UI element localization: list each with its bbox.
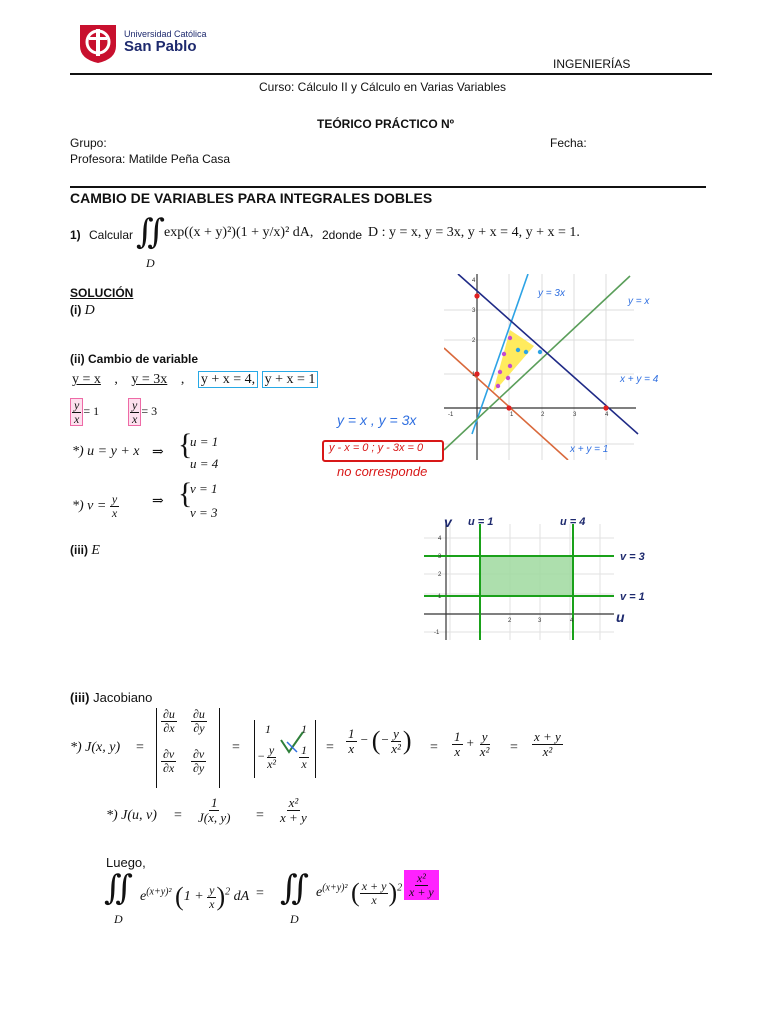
label-y-3x: y = 3x (538, 288, 565, 299)
g1-tick-x4: 4 (605, 412, 609, 418)
part-iii-var: E (91, 543, 100, 558)
final-left-integrand: $e^{(x+y)^2}$ (1 + $\frac{y}{x}$ )$^2$ dA (140, 882, 250, 911)
region-e-fill (480, 556, 573, 596)
course: Curso: Cálculo II y Cálculo en Varias Variables (259, 80, 506, 94)
u-implies: ⇒ (152, 445, 164, 460)
jacobian-part-label: (iii) (70, 690, 90, 705)
handwritten-no-corresponde: no corresponde (337, 464, 428, 479)
integrand: exp((x + y)²)(1 + y/x)² dA, (164, 225, 314, 240)
check-mark-icon (279, 728, 305, 756)
v-definition: *) v = $\frac{y}{x}$ (72, 492, 118, 520)
jac-uv-frac (196, 796, 232, 824)
final-left-region: D (114, 912, 123, 926)
jac-eq-3: = (326, 740, 334, 755)
v-brace: { (178, 477, 193, 510)
g2-tick-x2: 2 (508, 618, 512, 624)
graph-region-e (424, 514, 664, 640)
u-value-1: u = 1 (190, 434, 219, 449)
graph-region-d (444, 274, 670, 460)
ratio-2-value: = 3 (141, 403, 158, 418)
problem-verb: Calcular (89, 228, 134, 242)
logo-shield-icon (77, 22, 119, 64)
g2-tick-y4: 4 (438, 536, 442, 542)
department: INGENIERÍAS (553, 57, 631, 71)
problem-number: 1) (70, 228, 81, 242)
luego-label: Luego, (106, 855, 146, 870)
label-v-1: v = 1 (620, 591, 645, 603)
g1-tick-y4: 4 (472, 278, 476, 284)
final-eq: = (256, 886, 264, 901)
jac-uv-den: J(x, y) (198, 809, 231, 825)
jac-eq-1: = (136, 740, 144, 755)
part-ii-title: (ii) Cambio de variable (70, 352, 199, 366)
jac-eq-5: = (510, 740, 518, 755)
label-y-x: y = x (628, 296, 650, 307)
jacobian-uv-lhs: *) J(u, v) (106, 808, 157, 823)
group-label: Grupo: (70, 136, 107, 150)
g1-tick-x3: 3 (573, 412, 577, 418)
g1-tick-x0: -1 (448, 412, 454, 418)
jacobian-lhs: *) J(x, y) (70, 740, 121, 755)
g1-tick-y3: 3 (472, 308, 476, 314)
u-brace: { (178, 428, 193, 461)
part-iii-label: (iii) (70, 543, 88, 557)
jac-uv-num: 1 (210, 795, 218, 810)
part-i-var: D (84, 303, 95, 318)
graph1-handwritten-labels (537, 288, 659, 455)
partials-determinant: $\frac{\partial u}{\partial x}$ $\frac{\partial u}{\partial y}$ $\frac{\partial v}{\partial x}$ $\frac{\partial v}{\partial y}$ (156, 708, 220, 788)
label-x-y-1: x + y = 1 (570, 444, 609, 455)
handwritten-wrong: y - x = 0 ; y - 3x = 0 (329, 442, 424, 454)
u-value-2: u = 4 (190, 456, 219, 471)
teacher: Profesora: Matilde Peña Casa (70, 152, 231, 166)
final-jacobian-highlight (404, 870, 439, 900)
jacobian-title (70, 690, 152, 705)
problem-1 (70, 212, 630, 272)
jac-step-3: $\frac{1}{x}$ − (− $\frac{y}{\text{x²}}$ ) (348, 725, 412, 756)
final-integral-left-symbol: ∬ (104, 870, 133, 907)
label-u-axis: u (616, 609, 625, 625)
ratio-2 (128, 398, 157, 426)
final-jac-num: x² (416, 871, 426, 885)
label-v-3: v = 3 (620, 551, 645, 563)
g1-tick-y2: 2 (472, 338, 476, 344)
part-i (70, 303, 95, 319)
university-logo (77, 22, 119, 69)
boundary-2: y = 3x (131, 372, 168, 387)
logo-line2: San Pablo (124, 38, 197, 55)
values-determinant: 1 1 − $\frac{y}{\text{x²}}$ $\frac{1}{x}$ (254, 720, 316, 778)
region-d-fill (493, 330, 534, 392)
final-right-integrand: $e^{(x+y)^2}$ ( $\frac{x + y}{x}$ )$^2$ (316, 878, 403, 907)
date-label: Fecha: (550, 136, 587, 150)
handwritten-equations: y = x , y = 3x (337, 412, 417, 428)
label-x-y-4: x + y = 4 (620, 374, 659, 385)
double-integral-symbol: ∬ (136, 214, 165, 251)
label-v-axis: v (444, 514, 452, 530)
region-definition: D : y = x, y = 3x, y + x = 4, y + x = 1. (368, 225, 580, 240)
integral-region: D (146, 256, 155, 270)
jac-uv-result (278, 796, 309, 824)
jac-uv-res-num: x² (288, 795, 299, 810)
ratio-1-frac: $\frac{y}{x}$ (70, 398, 83, 426)
g2-tick-y2: 2 (438, 572, 442, 578)
header-rule (70, 73, 712, 75)
problem-sep: 2donde (322, 228, 363, 242)
ratio-1-value: = 1 (83, 403, 100, 418)
boundary-row: y = x , y = 3x , y + x = 4, y + x = 1 (72, 372, 318, 388)
final-jac-den: x + y (409, 884, 434, 899)
g2-tick-y1: 1 (438, 594, 442, 600)
v-implies: ⇒ (152, 494, 164, 509)
ratio-2-frac: $\frac{y}{x}$ (128, 398, 141, 426)
v-value-1: v = 1 (190, 481, 218, 496)
g2-tick-x4: 4 (570, 618, 574, 624)
final-right-region: D (290, 912, 299, 926)
doc-type: TEÓRICO PRÁCTICO Nº (317, 117, 455, 131)
jac-uv-eq-2: = (256, 808, 264, 823)
v-def-label: *) v = (72, 498, 107, 514)
jac-uv-res-den: x + y (280, 809, 307, 825)
jac-step-4: $\frac{1}{x}$ + $\frac{y}{\text{x²}}$ (454, 729, 490, 759)
jac-eq-2: = (232, 740, 240, 755)
part-i-label: (i) (70, 303, 82, 317)
boundary-4: y + x = 1 (262, 371, 319, 388)
jacobian-label: Jacobiano (93, 690, 153, 705)
g2-tick-y3: 3 (438, 554, 442, 560)
v-value-2: v = 3 (190, 505, 218, 520)
jac-result: $\frac{x + y}{\text{x²}}$ (534, 729, 561, 759)
part-iii (70, 543, 100, 559)
g1-tick-y1: 1 (472, 372, 476, 378)
g2-tick-yneg1: -1 (434, 630, 440, 636)
label-u-1: u = 1 (468, 516, 494, 528)
jac-uv-eq-1: = (174, 808, 182, 823)
line-y-x (444, 276, 630, 450)
boundary-1: y = x (72, 372, 101, 387)
g2-tick-x3: 3 (538, 618, 542, 624)
u-definition: *) u = y + x (72, 444, 140, 459)
g1-tick-x2: 2 (541, 412, 545, 418)
label-u-4: u = 4 (560, 516, 586, 528)
jac-eq-4: = (430, 740, 438, 755)
section-rule (70, 186, 706, 188)
boundary-3: y + x = 4, (198, 371, 258, 388)
solution-title: SOLUCIÓN (70, 286, 134, 300)
ratio-1 (70, 398, 99, 426)
logo-line1: Universidad Católica (124, 29, 207, 39)
section-title: CAMBIO DE VARIABLES PARA INTEGRALES DOBLES (70, 190, 433, 206)
final-integral-right-symbol: ∬ (280, 870, 309, 907)
g1-tick-x1: 1 (510, 412, 514, 418)
